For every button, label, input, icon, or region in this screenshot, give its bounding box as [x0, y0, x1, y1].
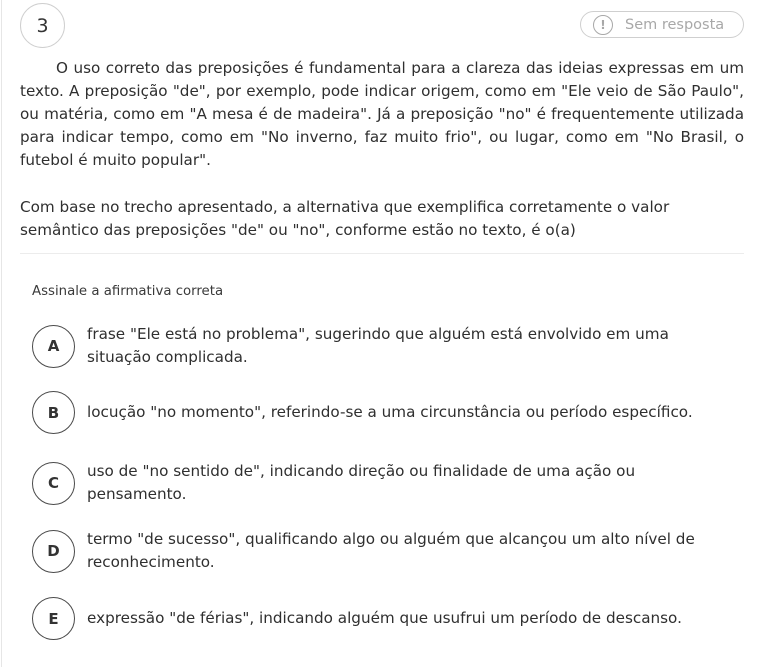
option-letter-c[interactable]: C — [32, 462, 75, 505]
question-command: Com base no trecho apresentado, a alternativa que exemplifica corretamente o valor semântico das preposições "de" ou "no", conforme estão no texto, é o(a) — [20, 198, 670, 239]
option-d[interactable] — [32, 528, 744, 574]
question-passage: O uso correto das preposições é fundamental para a clareza das ideias expressas em um texto. A preposição "de", por exemplo, pode indicar origem, como em "Ele veio de São Paulo", ou matéria, como em "A mesa é de madeira". Já a preposição "no" é frequentemente utilizada para indicar tempo, como em "No inverno, faz muito frio", ou lugar, como em "No Brasil, o futebol é muito popular". — [20, 59, 744, 169]
option-letter-a[interactable]: A — [32, 325, 75, 368]
option-letter-d[interactable]: D — [32, 530, 75, 573]
answer-instruction: Assinale a afirmativa correta — [32, 284, 224, 299]
option-text-a[interactable]: frase "Ele está no problema", sugerindo que alguém está envolvido em uma situação complicada. — [87, 325, 669, 366]
option-text-d[interactable]: termo "de sucesso", qualificando algo ou alguém que alcançou um alto nível de reconhecimento. — [87, 530, 695, 571]
option-text-e[interactable]: expressão "de férias", indicando alguém que usufrui um período de descanso. — [87, 609, 682, 627]
option-a[interactable] — [32, 323, 744, 369]
answer-status-badge — [580, 11, 744, 38]
option-letter-b[interactable]: B — [32, 391, 75, 434]
question-number: 3 — [20, 3, 65, 48]
question-card — [1, 0, 766, 667]
option-c[interactable] — [32, 460, 744, 506]
option-b[interactable] — [32, 391, 744, 434]
option-text-b[interactable]: locução "no momento", referindo-se a uma circunstância ou período específico. — [87, 403, 693, 421]
exclamation-circle-icon: ! — [593, 15, 613, 35]
option-letter-e[interactable]: E — [32, 597, 75, 640]
option-e[interactable] — [32, 597, 744, 640]
answer-status-label: Sem resposta — [625, 16, 725, 33]
divider — [20, 253, 744, 254]
option-text-c[interactable]: uso de "no sentido de", indicando direção ou finalidade de uma ação ou pensamento. — [87, 462, 636, 503]
